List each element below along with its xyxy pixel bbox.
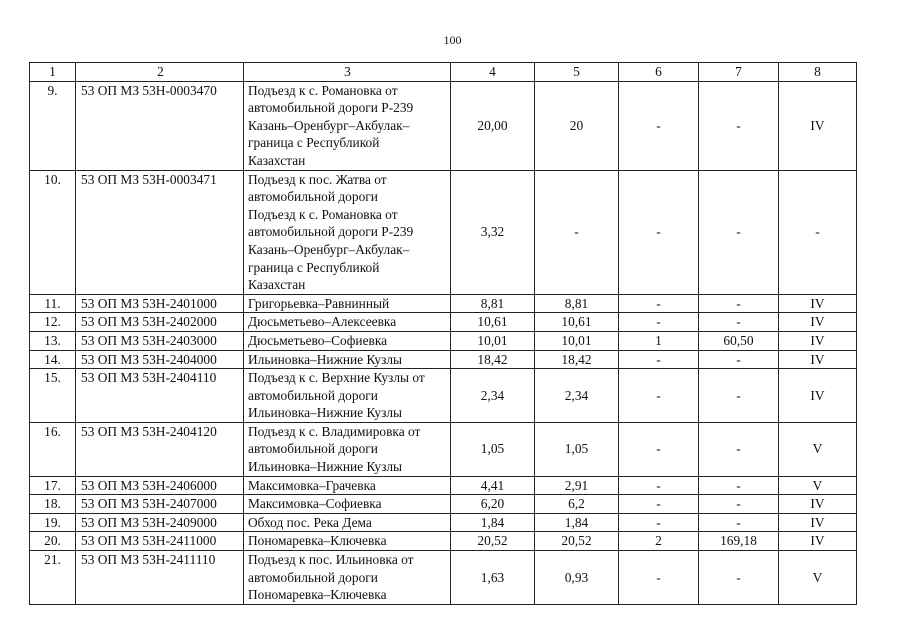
row-number: 9. [30,81,76,170]
road-category: - [779,170,857,294]
road-code: 53 ОП МЗ 53Н-2411000 [76,532,244,551]
value-col5: 2,34 [535,369,619,423]
road-category: V [779,476,857,495]
value-col7: - [699,422,779,476]
value-col7: - [699,551,779,605]
road-code: 53 ОП МЗ 53Н-2404110 [76,369,244,423]
value-col4: 6,20 [451,495,535,514]
road-category: IV [779,331,857,350]
value-col6: - [619,350,699,369]
row-number: 21. [30,551,76,605]
column-number: 8 [779,63,857,82]
road-code: 53 ОП МЗ 53Н-0003470 [76,81,244,170]
road-code: 53 ОП МЗ 53Н-2409000 [76,513,244,532]
table-row [30,495,857,514]
value-col4: 3,32 [451,170,535,294]
road-code: 53 ОП МЗ 53Н-2403000 [76,331,244,350]
road-category: IV [779,313,857,332]
column-number: 5 [535,63,619,82]
value-col4: 20,52 [451,532,535,551]
value-col6: - [619,551,699,605]
value-col5: 18,42 [535,350,619,369]
road-code: 53 ОП МЗ 53Н-2406000 [76,476,244,495]
table-row [30,313,857,332]
value-col5: 10,61 [535,313,619,332]
road-name: Подъезд к с. Романовка от автомобильной дороги Р-239 Казань–Оренбург–Акбулак– граница с Республикой Казахстан [244,81,451,170]
value-col7: - [699,350,779,369]
road-category: V [779,422,857,476]
road-name: Дюсьметьево–Софиевка [244,331,451,350]
road-code: 53 ОП МЗ 53Н-2401000 [76,294,244,313]
row-number: 14. [30,350,76,369]
page-number: 100 [443,33,462,47]
value-col5: 1,84 [535,513,619,532]
value-col5: 10,01 [535,331,619,350]
value-col6: - [619,170,699,294]
value-col6: - [619,81,699,170]
road-name: Обход пос. Река Дема [244,513,451,532]
table-row [30,476,857,495]
table-row [30,532,857,551]
column-number-row [30,63,857,82]
table-row [30,513,857,532]
value-col6: - [619,495,699,514]
road-name: Максимовка–Софиевка [244,495,451,514]
value-col6: - [619,294,699,313]
row-number: 13. [30,331,76,350]
value-col6: - [619,313,699,332]
value-col7: - [699,313,779,332]
value-col4: 10,01 [451,331,535,350]
row-number: 17. [30,476,76,495]
value-col4: 18,42 [451,350,535,369]
value-col6: 2 [619,532,699,551]
road-code: 53 ОП МЗ 53Н-2407000 [76,495,244,514]
road-name: Пономаревка–Ключевка [244,532,451,551]
row-number: 15. [30,369,76,423]
value-col7: 169,18 [699,532,779,551]
value-col4: 1,84 [451,513,535,532]
value-col4: 10,61 [451,313,535,332]
table-row [30,331,857,350]
value-col4: 4,41 [451,476,535,495]
value-col5: 6,2 [535,495,619,514]
value-col4: 8,81 [451,294,535,313]
value-col4: 20,00 [451,81,535,170]
road-name: Дюсьметьево–Алексеевка [244,313,451,332]
road-code: 53 ОП МЗ 53Н-2411110 [76,551,244,605]
road-name: Подъезд к с. Верхние Кузлы от автомобильной дороги Ильиновка–Нижние Кузлы [244,369,451,423]
road-category: V [779,551,857,605]
column-number: 1 [30,63,76,82]
column-number: 2 [76,63,244,82]
value-col6: - [619,422,699,476]
value-col5: 20,52 [535,532,619,551]
road-name: Подъезд к с. Владимировка от автомобильной дороги Ильиновка–Нижние Кузлы [244,422,451,476]
row-number: 11. [30,294,76,313]
row-number: 10. [30,170,76,294]
road-category: IV [779,513,857,532]
value-col5: 0,93 [535,551,619,605]
value-col4: 1,05 [451,422,535,476]
value-col7: - [699,369,779,423]
value-col7: 60,50 [699,331,779,350]
value-col7: - [699,495,779,514]
table-row [30,81,857,170]
table-row [30,369,857,423]
value-col5: 20 [535,81,619,170]
column-number: 7 [699,63,779,82]
road-code: 53 ОП МЗ 53Н-2402000 [76,313,244,332]
row-number: 12. [30,313,76,332]
value-col7: - [699,81,779,170]
value-col4: 2,34 [451,369,535,423]
value-col5: 2,91 [535,476,619,495]
table-row [30,551,857,605]
road-category: IV [779,350,857,369]
value-col5: 8,81 [535,294,619,313]
road-name: Подъезд к пос. Жатва от автомобильной дороги Подъезд к с. Романовка от автомобильной дороги Р-239 Казань–Оренбург–Акбулак– граница с Республикой Казахстан [244,170,451,294]
value-col6: - [619,476,699,495]
road-category: IV [779,294,857,313]
road-name: Григорьевка–Равнинный [244,294,451,313]
table-row [30,422,857,476]
value-col6: - [619,369,699,423]
road-category: IV [779,495,857,514]
value-col6: - [619,513,699,532]
table-row [30,170,857,294]
value-col5: - [535,170,619,294]
row-number: 20. [30,532,76,551]
value-col5: 1,05 [535,422,619,476]
table-row [30,294,857,313]
road-category: IV [779,369,857,423]
value-col7: - [699,513,779,532]
value-col4: 1,63 [451,551,535,605]
road-category: IV [779,532,857,551]
road-code: 53 ОП МЗ 53Н-2404120 [76,422,244,476]
value-col6: 1 [619,331,699,350]
road-name: Максимовка–Грачевка [244,476,451,495]
road-name: Подъезд к пос. Ильиновка от автомобильной дороги Пономаревка–Ключевка [244,551,451,605]
roads-table [29,62,857,605]
column-number: 6 [619,63,699,82]
value-col7: - [699,170,779,294]
row-number: 18. [30,495,76,514]
column-number: 3 [244,63,451,82]
column-number: 4 [451,63,535,82]
road-category: IV [779,81,857,170]
value-col7: - [699,476,779,495]
row-number: 19. [30,513,76,532]
road-code: 53 ОП МЗ 53Н-2404000 [76,350,244,369]
value-col7: - [699,294,779,313]
road-code: 53 ОП МЗ 53Н-0003471 [76,170,244,294]
table-row [30,350,857,369]
road-name: Ильиновка–Нижние Кузлы [244,350,451,369]
row-number: 16. [30,422,76,476]
